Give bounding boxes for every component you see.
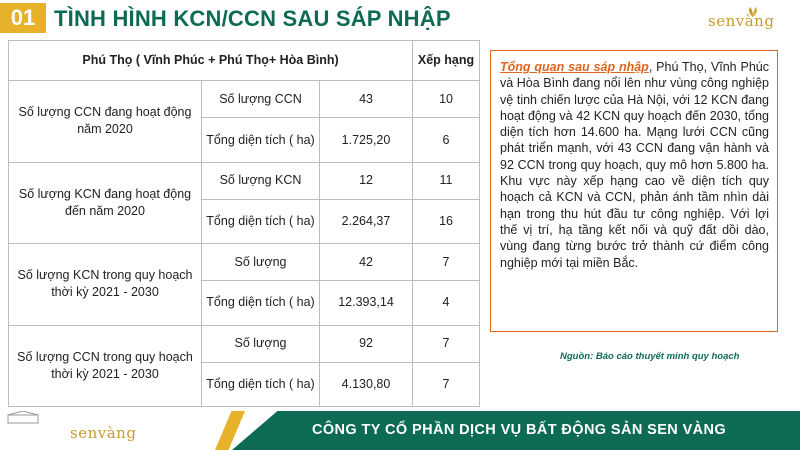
value-cell: 42 — [320, 244, 413, 281]
overview-body: , Phú Thọ, Vĩnh Phúc và Hòa Bình đang nổi lên như vùng công nghiệp vệ tinh chiến lược của Hà Nội, với 12 KCN đang hoạt động và 42 KCN quy hoạch đến 2030, tổng diện tích hơn 14.600 ha. Mạng lưới CCN cũng phát triển mạnh, với 43 CCN đang vận hành và 92 CCN trong quy hoạch, quy mô hơn 5.800 ha. Khu vực này xếp hạng cao về diện tích quy hoạch cả KCN và CCN, phản ánh tầm nhìn dài hạn trong thu hút đầu tư công nghiệp. Với lợi thế vị trí, hạ tầng kết nối và quỹ đất dồi dào, vùng đang từng bước trở thành cứ điểm công nghiệp mới tại miền Bắc. — [500, 60, 769, 270]
rank-cell: 6 — [413, 118, 480, 162]
rank-cell: 7 — [413, 244, 480, 281]
kcn-ccn-table — [8, 40, 479, 407]
metric-cell: Tổng diện tích ( ha) — [202, 118, 320, 162]
rank-cell: 7 — [413, 362, 480, 406]
metric-cell: Số lượng CCN — [202, 81, 320, 118]
table-header-row — [9, 41, 480, 81]
metric-cell: Số lượng KCN — [202, 162, 320, 199]
header-rank: Xếp hạng — [413, 41, 480, 81]
rank-cell: 7 — [413, 325, 480, 362]
page-title: TÌNH HÌNH KCN/CCN SAU SÁP NHẬP — [54, 6, 451, 31]
value-cell: 43 — [320, 81, 413, 118]
group-label: Số lượng KCN trong quy hoạch thời kỳ 2021 - 2030 — [9, 244, 202, 325]
metric-cell: Tổng diện tích ( ha) — [202, 362, 320, 406]
building-icon — [6, 411, 40, 425]
table-row — [9, 325, 480, 362]
footer-brand-logo: senvàng — [70, 424, 137, 442]
company-name: CÔNG TY CỔ PHẦN DỊCH VỤ BẤT ĐỘNG SẢN SEN VÀNG — [312, 422, 727, 438]
rank-cell: 10 — [413, 81, 480, 118]
rank-cell: 4 — [413, 281, 480, 325]
metric-cell: Số lượng — [202, 244, 320, 281]
slide-header — [0, 0, 800, 38]
value-cell: 92 — [320, 325, 413, 362]
table-row — [9, 162, 480, 199]
value-cell: 2.264,37 — [320, 199, 413, 243]
value-cell: 4.130,80 — [320, 362, 413, 406]
source-note: Nguồn: Báo cáo thuyết minh quy hoạch — [560, 351, 740, 362]
table-row — [9, 244, 480, 281]
brand-logo — [708, 6, 786, 34]
section-number: 01 — [0, 3, 46, 33]
overview-text — [500, 59, 769, 271]
header-region: Phú Thọ ( Vĩnh Phúc + Phú Thọ+ Hòa Bình) — [9, 41, 413, 81]
overview-box — [490, 50, 778, 332]
group-label: Số lượng CCN đang hoạt động năm 2020 — [9, 81, 202, 162]
brand-logo-text: senvàng — [708, 12, 775, 30]
metric-cell: Tổng diện tích ( ha) — [202, 199, 320, 243]
rank-cell: 11 — [413, 162, 480, 199]
value-cell: 12.393,14 — [320, 281, 413, 325]
metric-cell: Tổng diện tích ( ha) — [202, 281, 320, 325]
footer-logo-area — [0, 411, 220, 450]
value-cell: 1.725,20 — [320, 118, 413, 162]
group-label: Số lượng CCN trong quy hoạch thời kỳ 2021 - 2030 — [9, 325, 202, 406]
overview-lead: Tổng quan sau sáp nhập — [500, 60, 649, 74]
slide-footer — [0, 411, 800, 450]
table-row — [9, 81, 480, 118]
value-cell: 12 — [320, 162, 413, 199]
group-label: Số lượng KCN đang hoạt động đến năm 2020 — [9, 162, 202, 243]
metric-cell: Số lượng — [202, 325, 320, 362]
rank-cell: 16 — [413, 199, 480, 243]
